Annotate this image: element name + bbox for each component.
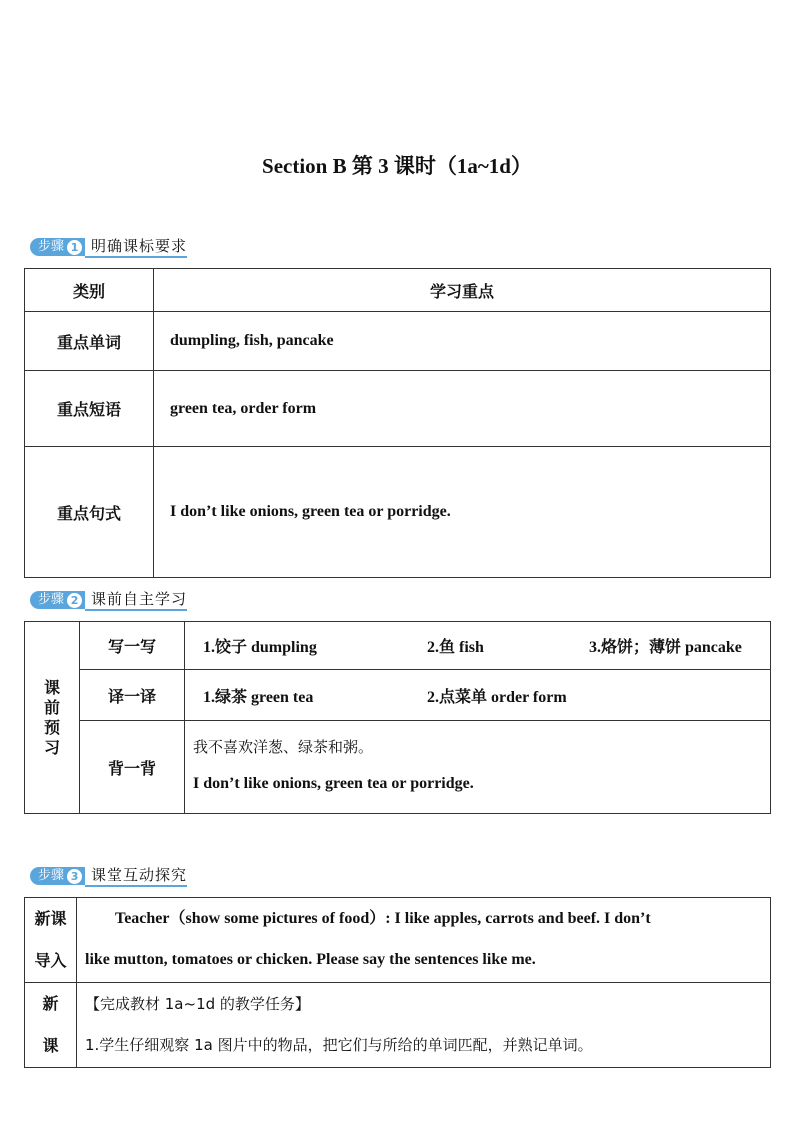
list-item: 1.绿茶 green tea [203,688,314,706]
step-badge: 步骤 3 [30,867,85,885]
row-label-write: 写一写 [80,622,185,670]
step-label: 课堂互动探究 [85,866,187,887]
step-3-heading [30,866,187,886]
table-row [25,312,771,371]
row-label-recite: 背一背 [80,721,185,814]
table-preview [24,621,771,814]
list-item: 3.烙饼；薄饼 pancake [589,639,742,656]
row-category: 重点句式 [25,447,154,578]
table-row [25,447,771,578]
row-category: 重点短语 [25,371,154,447]
step-label: 明确课标要求 [85,237,187,258]
table-classroom [24,897,771,1068]
table-course-goals [24,268,771,578]
recite-content [185,721,771,814]
recite-line-cn: 我不喜欢洋葱、绿茶和粥。 [193,738,374,756]
side-label: 课 前 预 习 [25,622,80,814]
new-lesson-content [77,983,771,1068]
row-content: green tea, order form [154,371,771,447]
list-item: 1.饺子 dumpling [203,639,317,656]
row-content: dumpling, fish, pancake [154,312,771,371]
step-1-heading [30,237,187,257]
intro-line-1: Teacher（show some pictures of food）: I like apples, carrots and beef. I don’t [115,910,651,927]
intro-line-2: like mutton, tomatoes or chicken. Please say the sentences like me. [85,951,536,968]
new-lesson-line-1: 【完成教材 1a~1d 的教学任务】 [85,995,310,1013]
new-lesson-line-2: 1.学生仔细观察 1a 图片中的物品，把它们与所给的单词匹配，并熟记单词。 [85,1036,593,1054]
header-key-points: 学习重点 [154,269,771,312]
row-content: I don’t like onions, green tea or porridge. [154,447,771,578]
list-item: 2.点菜单 order form [427,688,567,706]
table-row [25,371,771,447]
page-title: Section B 第 3 课时（1a~1d） [262,154,532,178]
write-items [185,622,771,670]
step-2-heading [30,590,187,610]
list-item: 2.鱼 fish [427,639,484,656]
step-label: 课前自主学习 [85,590,187,611]
step-number: 2 [67,593,82,608]
row-label-translate: 译一译 [80,670,185,721]
step-number: 1 [67,240,82,255]
recite-line-en: I don’t like onions, green tea or porridge. [193,775,474,792]
step-badge: 步骤 2 [30,591,85,609]
translate-items [185,670,771,721]
intro-content [77,898,771,983]
row-category: 重点单词 [25,312,154,371]
row-label-new-lesson: 新 课 [25,983,77,1068]
row-label-intro: 新课 导入 [25,898,77,983]
step-number: 3 [67,869,82,884]
header-category: 类别 [25,269,154,312]
step-badge: 步骤 1 [30,238,85,256]
